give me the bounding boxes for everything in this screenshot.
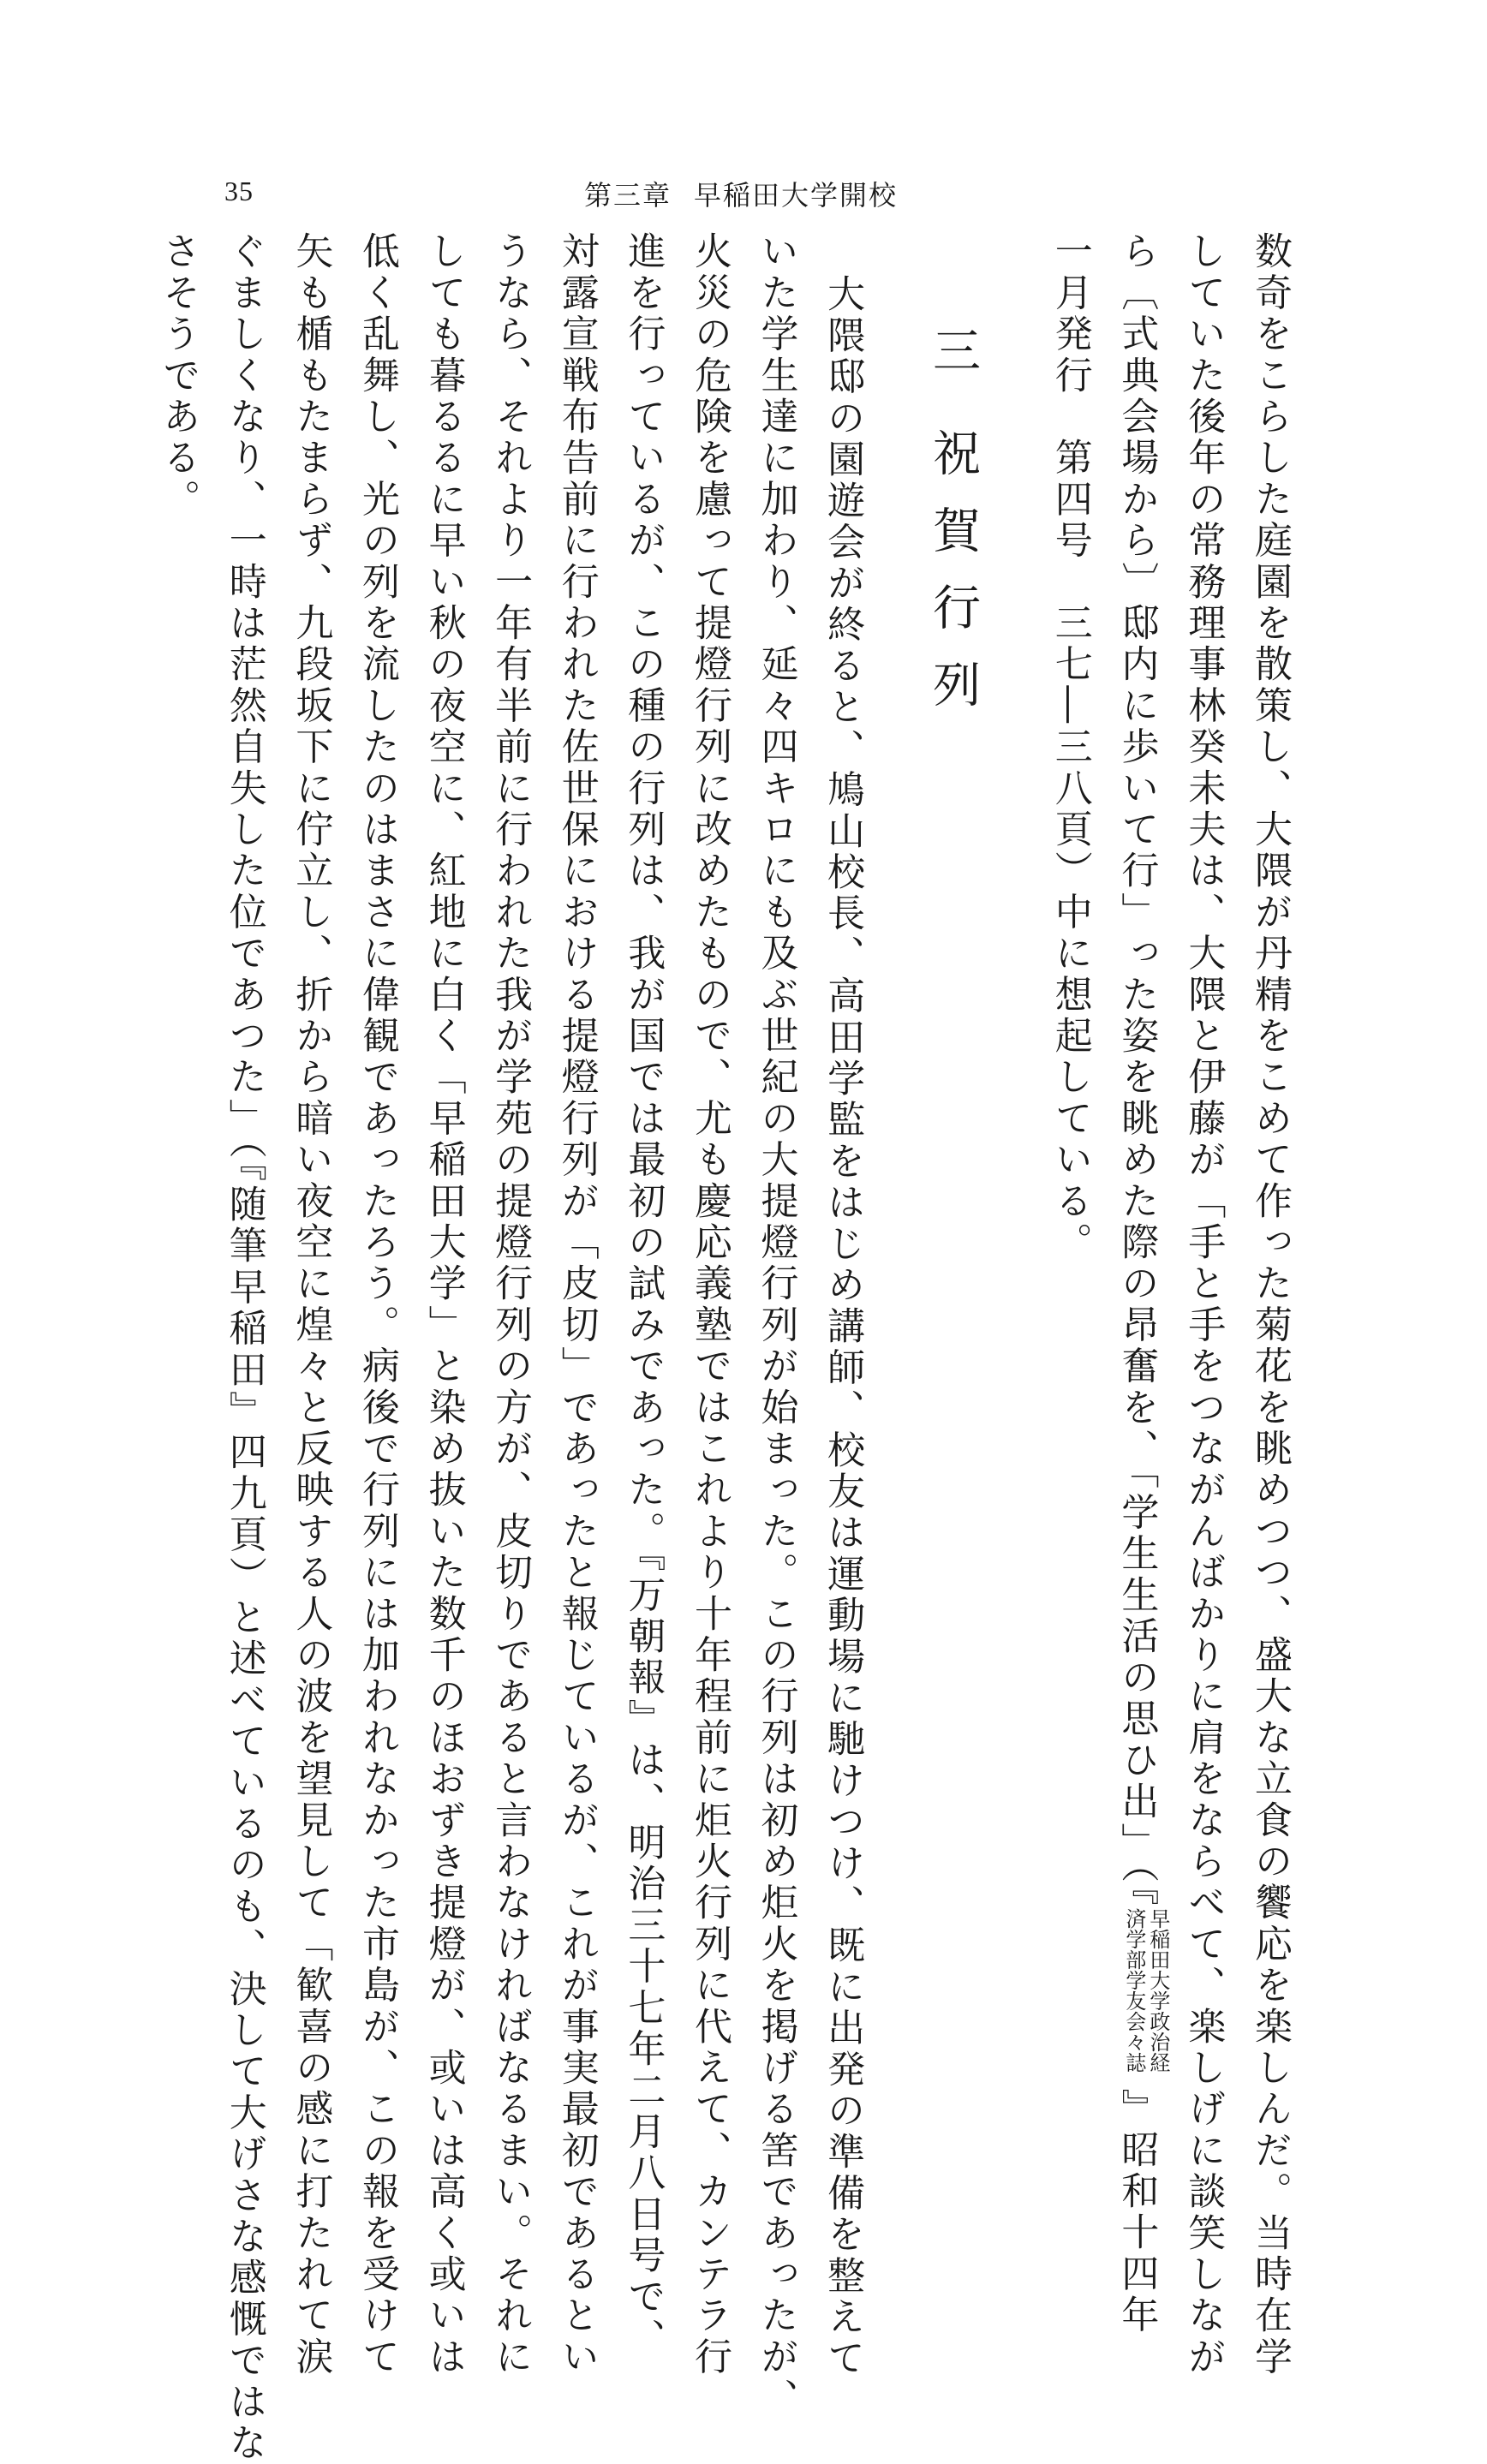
section-heading (901, 231, 1004, 1910)
section-title: 祝賀行列 (925, 428, 982, 737)
text-line: さそうである。 (156, 231, 200, 521)
page-number: 35 (224, 176, 254, 206)
text-line: 矢も楯もたまらず、九段坂下に佇立し、折から暗い夜空に煌々と反映する人の波を望見して「歓喜の感に打たれて涙 (289, 231, 333, 2378)
text-line: 低く乱舞し、光の列を流したのはまさに偉観であったろう。病後で行列には加われなかった市島が、この報を受けて (355, 231, 399, 2378)
text-line: 数奇をこらした庭園を散策し、大隈が丹精をこめて作った菊花を眺めつつ、盛大な立食の饗応を楽しんだ。当時在学 (1248, 231, 1292, 2378)
text-line: ぐましくなり、一時は茫然自失した位であつた」（『随筆早稲田』四九頁）と述べているのも、決して大げさな感慨ではな (222, 231, 266, 2464)
text-line-part: ら〔式典会場から〕邸内に歩いて行」った姿を眺めた際の昂奮を、「学生生活の思ひ出」（『 (1114, 231, 1159, 1909)
text-line: 火災の危険を慮って提燈行列に改めたもので、尤も慶応義塾ではこれより十年程前に炬火行列に代えて、カンテラ行 (687, 231, 732, 2378)
section-number: 三 (925, 325, 982, 403)
chapter-label: 第三章 (584, 179, 672, 212)
body-text (145, 231, 1303, 2464)
text-line: 大隈邸の園遊会が終ると、鳩山校長、高田学監をはじめ講師、校友は運動場に馳けつけ、既に出発の準備を整えて (821, 274, 865, 2380)
running-header (584, 174, 898, 213)
journal-name-note: 早稲田大学政治経済学部学友会々誌 (1121, 1908, 1170, 2073)
text-line: いた学生達に加わり、延々四キロにも及ぶ世紀の大提燈行列が始まった。この行列は初め炬火を掲げる筈であったが、 (754, 231, 798, 2419)
text-line-part: 』昭和十四年 (1114, 2088, 1159, 2336)
chapter-title: 早稲田大学開校 (694, 179, 899, 212)
text-line: しても暮るるに早い秋の夜空に、紅地に白く「早稲田大学」と染め抜いた数千のほおずき提燈が、或いは高く或いは (421, 231, 466, 2378)
text-line: うなら、それより一年有半前に行われた我が学苑の提燈行列の方が、皮切りであると言わなければなるまい。それに (488, 231, 533, 2378)
text-line: 進を行っているが、この種の行列は、我が国では最初の試みであった。『万朝報』は、明治三十七年二月八日号で、 (621, 231, 666, 2360)
text-line: 一月発行 第四号 三七―三八頁）中に想起している。 (1048, 231, 1092, 1263)
text-line: していた後年の常務理事林癸未夫は、大隈と伊藤が「手と手をつながんばかりに肩をならべて、楽しげに談笑しなが (1181, 231, 1226, 2378)
text-line: 対露宣戦布告前に行われた佐世保における提燈行列が「皮切」であったと報じているが、これが事実最初であるとい (554, 231, 599, 2378)
text-line (1103, 231, 1170, 2336)
